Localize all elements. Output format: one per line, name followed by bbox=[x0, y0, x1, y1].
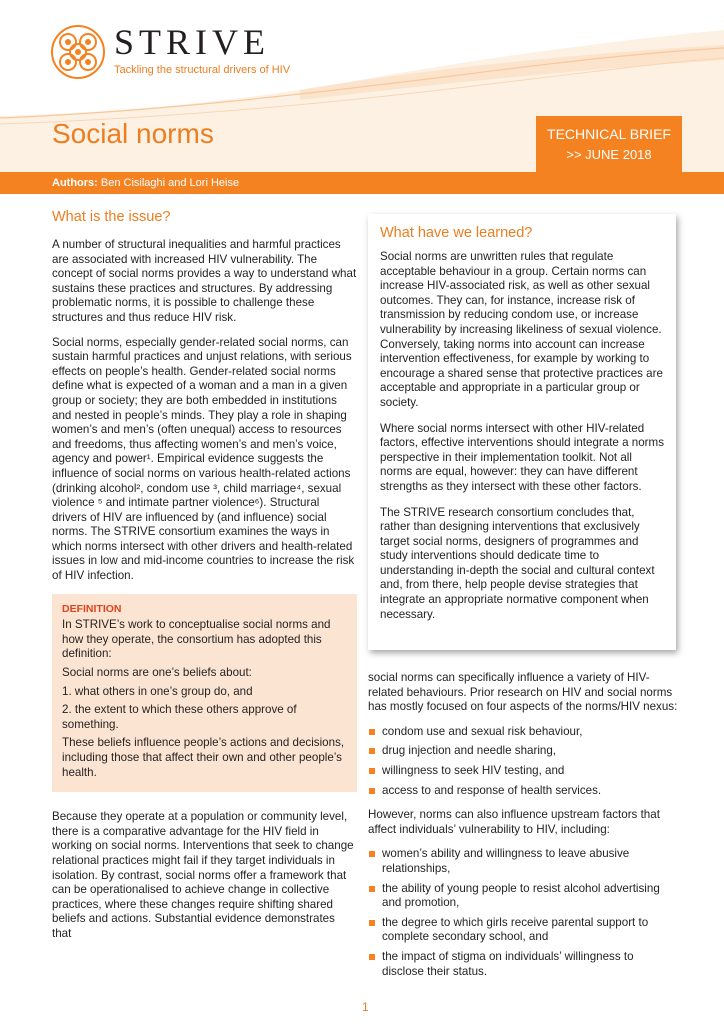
issue-heading: What is the issue? bbox=[52, 209, 171, 225]
definition-box bbox=[52, 594, 357, 793]
definition-label: DEFINITION bbox=[62, 602, 122, 615]
list-item: drug injection and needle sharing, bbox=[368, 744, 678, 759]
brand-name: STRIVE bbox=[114, 22, 270, 62]
learned-paragraph-3: The STRIVE research consortium concludes that, rather than designing interventions that exclusively target social norms, designers of programmes and study interventions should dedicate time to understanding in-depth the social and cultural context and, from there, help people devise strategies that integrate an appropriate normative component when necessary. bbox=[380, 505, 655, 621]
list-item: the ability of young people to resist alcohol advertising and promotion, bbox=[368, 882, 678, 911]
list-item: the degree to which girls receive parental support to complete secondary school, and bbox=[368, 916, 678, 945]
document-title: Social norms bbox=[52, 118, 214, 149]
brief-date: >> JUNE 2018 bbox=[566, 147, 652, 162]
list-item: condom use and sexual risk behaviour, bbox=[368, 725, 678, 740]
learned-paragraph-1: Social norms are unwritten rules that regulate acceptable behaviour in a group. Certain norms can increase HIV-associated risk, as well as other sexual outcomes. They can, for instance, increase risk of transmission by reducing condom use, or increase vulnerability by increasing likeliness of sexual violence. Conversely, taking norms into account can increase intervention effectiveness, for example by working to encourage a shared sense that protective practices are acceptable and appropriate in a particular group or society. bbox=[380, 250, 663, 409]
definition-item-1: 1. what others in one’s group do, and bbox=[62, 684, 253, 698]
definition-lead: Social norms are one’s beliefs about: bbox=[62, 666, 252, 680]
upstream-paragraph: However, norms can also influence upstream factors that affect individuals’ vulnerability to HIV, including: bbox=[368, 808, 660, 836]
nexus-list bbox=[368, 725, 678, 798]
list-item: access to and response of health services. bbox=[368, 784, 678, 799]
definition-item-2: 2. the extent to which these others approve of something. bbox=[62, 703, 297, 731]
learned-paragraph-2: Where social norms intersect with other HIV-related factors, effective interventions should integrate a norms perspective in their implementation toolkit. Not all norms are equal, however: they can have different strengths as they intersect with these other factors. bbox=[380, 421, 664, 493]
right-column bbox=[368, 671, 678, 989]
list-item: women’s ability and willingness to leave abusive relationships, bbox=[368, 847, 678, 876]
page-number: 1 bbox=[362, 1000, 369, 1014]
technical-brief-badge bbox=[536, 116, 682, 172]
nexus-paragraph: social norms can specifically influence a variety of HIV-related behaviours. Prior research on HIV and social norms has mostly focused on four aspects of the norms/HIV nexus: bbox=[368, 671, 678, 714]
authors-names: Ben Cisilaghi and Lori Heise bbox=[100, 177, 240, 189]
strive-logo-icon bbox=[50, 24, 106, 80]
definition-closing: These beliefs influence people’s actions and decisions, including those that affect their own and other people’s health. bbox=[62, 736, 345, 779]
brand-tagline: Tackling the structural drivers of HIV bbox=[114, 64, 291, 76]
issue-paragraph-1: A number of structural inequalities and harmful practices are associated with increased HIV vulnerability. The concept of social norms provides a way to understand what sustains these practices and structures. By addressing problematic norms, it is possible to challenge these structures and thus reduce HIV risk. bbox=[52, 238, 357, 324]
definition-intro: In STRIVE’s work to conceptualise social norms and how they operate, the consortium has adopted this definition: bbox=[62, 618, 331, 661]
learned-sidebar bbox=[368, 214, 676, 650]
list-item: willingness to seek HIV testing, and bbox=[368, 764, 678, 779]
left-column bbox=[52, 208, 357, 952]
issue-paragraph-2: Social norms, especially gender-related social norms, can sustain harmful practices and unjust relations, with serious effects on people’s health. Gender-related social norms define what is expected of a woman and a man in a given group or society; they are both embedded in institutions and nested in people’s minds. They play a role in shaping women’s and men’s (often unequal) access to resources and freedoms, thus affecting women’s and men’s voice, agency and power¹. Empirical evidence suggests the influence of social norms on various health-related actions (drinking alcohol², condom use ³, child marriage⁴, sexual violence ⁵ and intimate partner violence⁶). Structural drivers of HIV are influenced by (and influence) social norms. The STRIVE consortium examines the ways in which norms intersect with other drivers and health-related issues in low and mid-income countries to increase the risk of HIV infection. bbox=[52, 335, 355, 583]
upstream-list bbox=[368, 847, 678, 979]
list-item: the impact of stigma on individuals’ willingness to disclose their status. bbox=[368, 950, 678, 979]
issue-paragraph-3: Because they operate at a population or community level, there is a comparative advantage for the HIV field in working on social norms. Interventions that seek to change relational practices might fail if they target individuals in isolation. By contrast, social norms offer a framework that can be operationalised to achieve change in collective practices, where these changes require shifting shared beliefs and actions. Substantial evidence demonstrates that bbox=[52, 810, 354, 940]
author-bar bbox=[0, 172, 724, 194]
authors-label: Authors: bbox=[52, 177, 98, 189]
brief-label: TECHNICAL BRIEF bbox=[547, 126, 671, 142]
learned-heading: What have we learned? bbox=[380, 225, 533, 241]
